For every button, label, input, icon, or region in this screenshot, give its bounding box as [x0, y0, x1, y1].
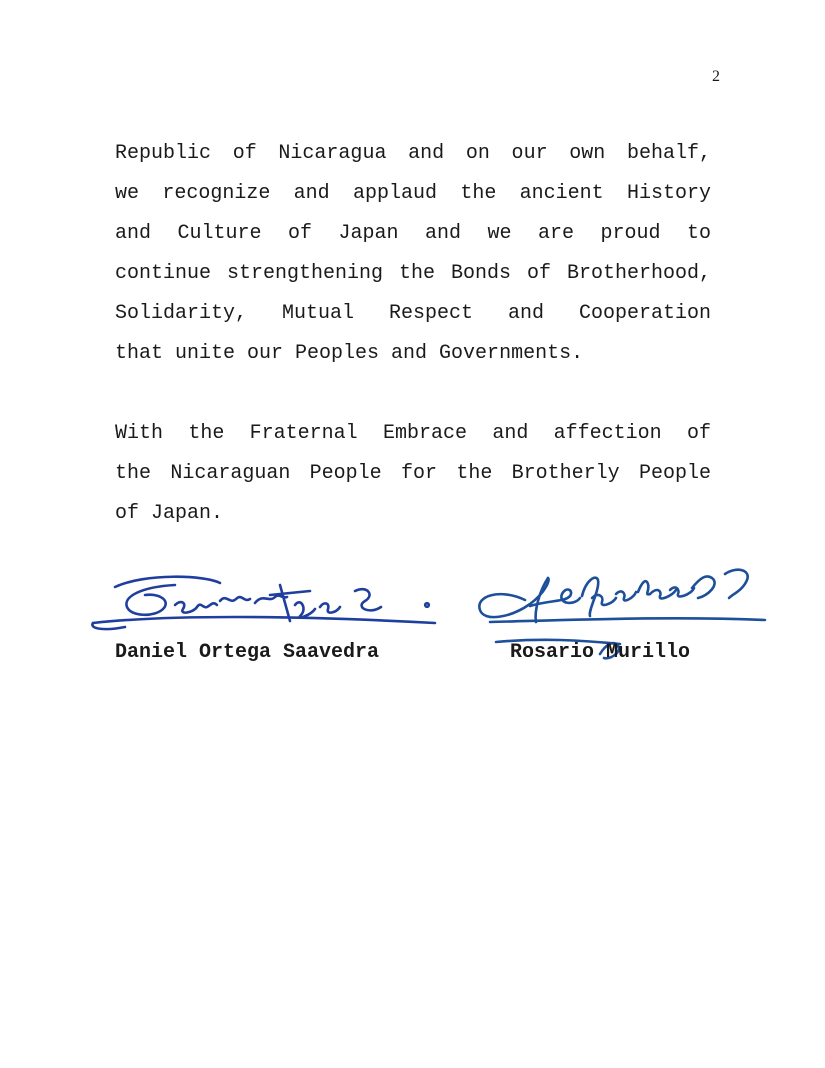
paragraph-line: With the Fraternal Embrace and affection of [115, 422, 711, 445]
paragraph-line: Solidarity, Mutual Respect and Cooperation [115, 302, 711, 325]
signer-name-murillo: Rosario Murillo [510, 641, 691, 664]
body-paragraph-1 [115, 134, 711, 374]
paragraph-line: that unite our Peoples and Governments. [115, 342, 584, 365]
signer-name-ortega: Daniel Ortega Saavedra [115, 641, 380, 664]
paragraph-line: the Nicaraguan People for the Brotherly People [115, 462, 711, 485]
paragraph-line: we recognize and applaud the ancient History [115, 182, 711, 205]
paragraph-line: Republic of Nicaragua and on our own behalf, [115, 142, 711, 165]
signature-ortega [85, 565, 445, 645]
body-paragraph-2 [115, 414, 711, 534]
paragraph-line: and Culture of Japan and we are proud to [115, 222, 711, 245]
paragraph-line: of Japan. [115, 502, 224, 525]
page-number: 2 [712, 68, 720, 85]
paragraph-line: continue strengthening the Bonds of Brotherhood, [115, 262, 711, 285]
